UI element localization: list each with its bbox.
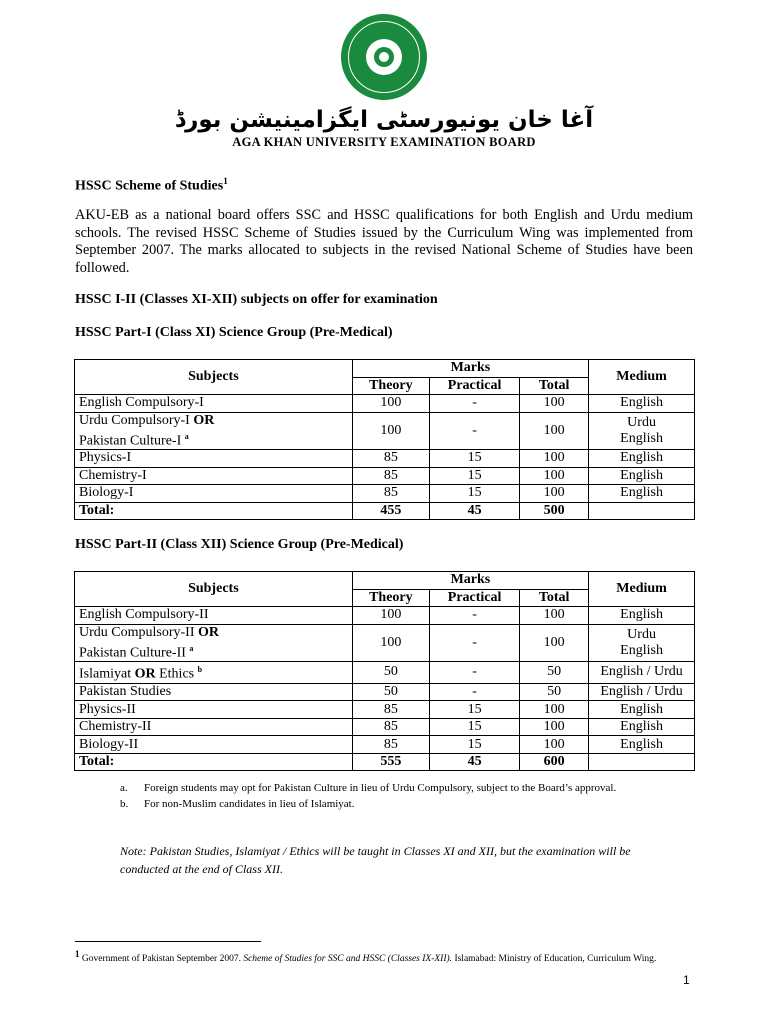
practical-cell: - — [430, 395, 520, 413]
note-item: a. Foreign students may opt for Pakistan Culture in lieu of Urdu Compulsory, subject to the Board’s approval. — [120, 782, 617, 794]
subject-cell: Chemistry-I — [75, 467, 353, 485]
subject-cell: English Compulsory-II — [75, 607, 353, 625]
subject-cell: English Compulsory-I — [75, 395, 353, 413]
header-practical: Practical — [430, 377, 520, 395]
total-cell: 100 — [520, 395, 589, 413]
medium-cell: English — [589, 701, 695, 719]
total-cell: 100 — [520, 701, 589, 719]
footnote: $^1$ Government of Pakistan September 2007. Scheme of Studies for SSC and HSSC (Classes IX-XII). Islamabad: Ministry of Education, Curriculum Wing. — [75, 949, 657, 965]
table-notes — [120, 781, 660, 813]
practical-cell: - — [430, 683, 520, 701]
medium-cell: English — [589, 485, 695, 503]
total-row — [75, 502, 695, 520]
theory-cell: 85 — [352, 736, 429, 754]
table-row — [75, 736, 695, 754]
practical-cell: 15 — [430, 718, 520, 736]
urdu-board-name: آغا خان یونیورسٹی ایگزامینیشن بورڈ — [174, 107, 594, 133]
table-row — [75, 662, 695, 684]
header-total: Total — [520, 377, 589, 395]
header-subjects: Subjects — [75, 572, 353, 607]
total-total: 500 — [520, 502, 589, 520]
part2-title: HSSC Part-II (Class XII) Science Group (Pre-Medical) — [75, 537, 404, 552]
table-row — [75, 718, 695, 736]
theory-cell: 85 — [352, 450, 429, 468]
university-seal-logo — [341, 14, 427, 100]
medium-cell: Urdu English — [589, 624, 695, 662]
theory-cell: 100 — [352, 607, 429, 625]
total-cell: 50 — [520, 662, 589, 684]
theory-cell: 100 — [352, 624, 429, 662]
intro-paragraph: AKU-EB as a national board offers SSC and HSSC qualifications for both English and Urdu medium schools. The revised HSSC Scheme of Studies issued by the Curriculum Wing was implemented from September 2007. The marks allocated to subjects in the revised National Scheme of Studies have been followed. — [75, 207, 693, 276]
note-item: b. For non-Muslim candidates in lieu of Islamiyat. — [120, 798, 355, 810]
total-label: Total: — [75, 502, 353, 520]
medium-cell: English / Urdu — [589, 662, 695, 684]
total-total: 600 — [520, 753, 589, 771]
theory-cell: 100 — [352, 412, 429, 450]
theory-cell: 100 — [352, 395, 429, 413]
table-row — [75, 624, 695, 662]
total-theory: 455 — [352, 502, 429, 520]
header-medium: Medium — [589, 360, 695, 395]
medium-cell: English — [589, 467, 695, 485]
part1-table — [74, 359, 695, 520]
theory-cell: 85 — [352, 701, 429, 719]
theory-cell: 85 — [352, 718, 429, 736]
part1-title: HSSC Part-I (Class XI) Science Group (Pre-Medical) — [75, 325, 393, 340]
subjects-heading: HSSC I-II (Classes XI-XII) subjects on offer for examination — [75, 292, 438, 307]
practical-cell: - — [430, 624, 520, 662]
section-title: HSSC Scheme of Studies$^1$ — [75, 176, 228, 194]
subject-cell: Urdu Compulsory-II OR Pakistan Culture-II $^a$ — [75, 624, 353, 662]
subject-cell: Islamiyat OR Ethics $^b$ — [75, 662, 353, 684]
table-row — [75, 395, 695, 413]
total-cell: 100 — [520, 624, 589, 662]
practical-cell: 15 — [430, 467, 520, 485]
subject-cell: Biology-I — [75, 485, 353, 503]
subject-cell: Physics-I — [75, 450, 353, 468]
practical-cell: - — [430, 412, 520, 450]
header-theory: Theory — [352, 589, 429, 607]
practical-cell: 15 — [430, 736, 520, 754]
table-row — [75, 485, 695, 503]
practical-cell: 15 — [430, 485, 520, 503]
page-number: 1 — [683, 973, 690, 987]
practical-cell: 15 — [430, 701, 520, 719]
header-subjects: Subjects — [75, 360, 353, 395]
table-row — [75, 467, 695, 485]
part2-table — [74, 571, 695, 771]
header-marks: Marks — [352, 572, 588, 590]
italic-note: Note: Pakistan Studies, Islamiyat / Ethics will be taught in Classes XI and XII, but the examination will be conducted at the end of Class XII. — [120, 844, 631, 876]
subject-cell: Pakistan Studies — [75, 683, 353, 701]
total-cell: 100 — [520, 607, 589, 625]
total-cell: 100 — [520, 485, 589, 503]
practical-cell: 15 — [430, 450, 520, 468]
medium-cell: English — [589, 736, 695, 754]
theory-cell: 50 — [352, 683, 429, 701]
subject-cell: Biology-II — [75, 736, 353, 754]
total-cell: 100 — [520, 412, 589, 450]
total-theory: 555 — [352, 753, 429, 771]
header-total: Total — [520, 589, 589, 607]
table-row — [75, 412, 695, 450]
medium-cell: Urdu English — [589, 412, 695, 450]
table-row — [75, 701, 695, 719]
subject-cell: Chemistry-II — [75, 718, 353, 736]
total-cell: 100 — [520, 718, 589, 736]
theory-cell: 85 — [352, 485, 429, 503]
total-medium-empty — [589, 753, 695, 771]
total-cell: 100 — [520, 736, 589, 754]
header-theory: Theory — [352, 377, 429, 395]
table-row — [75, 683, 695, 701]
practical-cell: - — [430, 662, 520, 684]
table-row — [75, 607, 695, 625]
page-header — [0, 14, 768, 150]
theory-cell: 85 — [352, 467, 429, 485]
medium-cell: English — [589, 395, 695, 413]
total-cell: 100 — [520, 467, 589, 485]
theory-cell: 50 — [352, 662, 429, 684]
practical-cell: - — [430, 607, 520, 625]
medium-cell: English — [589, 607, 695, 625]
medium-cell: English — [589, 450, 695, 468]
board-name: AGA KHAN UNIVERSITY EXAMINATION BOARD — [232, 135, 536, 149]
medium-cell: English — [589, 718, 695, 736]
total-label: Total: — [75, 753, 353, 771]
total-medium-empty — [589, 502, 695, 520]
total-cell: 50 — [520, 683, 589, 701]
subject-cell: Physics-II — [75, 701, 353, 719]
total-cell: 100 — [520, 450, 589, 468]
header-practical: Practical — [430, 589, 520, 607]
table-row — [75, 450, 695, 468]
header-marks: Marks — [352, 360, 588, 378]
header-medium: Medium — [589, 572, 695, 607]
total-practical: 45 — [430, 502, 520, 520]
footnote-divider — [75, 941, 261, 942]
total-row — [75, 753, 695, 771]
subject-cell: Urdu Compulsory-I OR Pakistan Culture-I $^a$ — [75, 412, 353, 450]
medium-cell: English / Urdu — [589, 683, 695, 701]
total-practical: 45 — [430, 753, 520, 771]
